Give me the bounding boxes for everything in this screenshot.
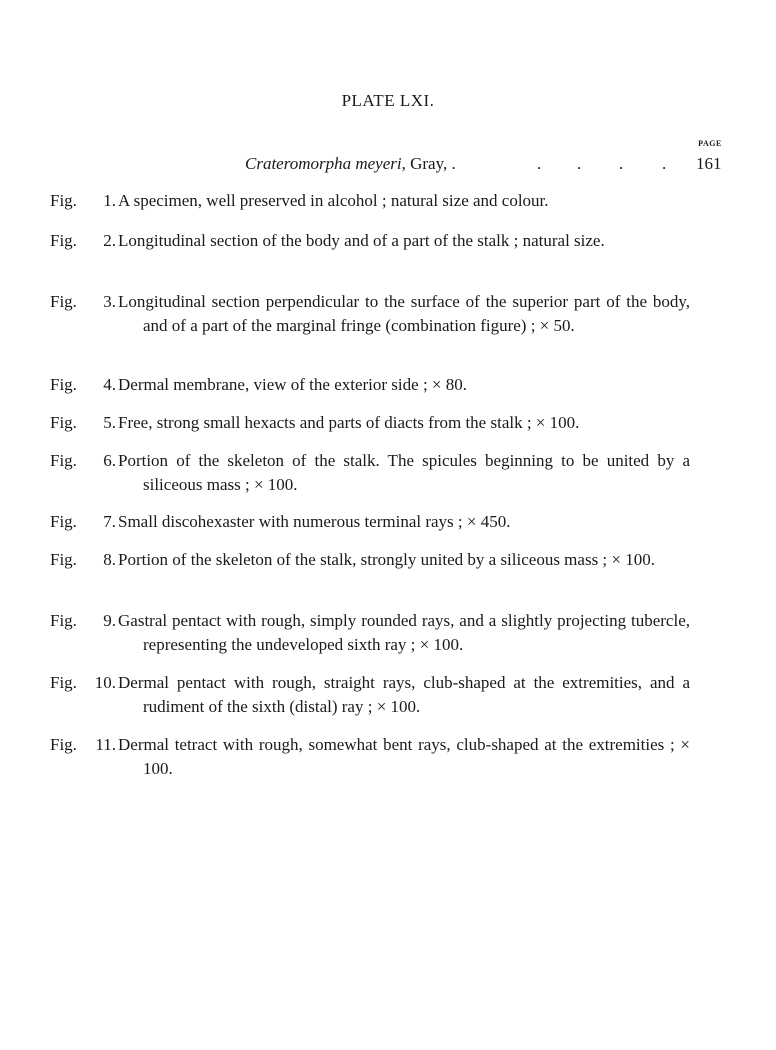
page-column-label: PAGE — [698, 139, 722, 148]
figure-label: Fig. — [50, 550, 77, 569]
page-number: 161 — [696, 154, 722, 173]
figure-entry — [50, 609, 690, 657]
figure-label: Fig. — [50, 673, 77, 692]
figure-description: A specimen, well preserved in alcohol ; natural size and colour. — [118, 191, 549, 210]
figure-label: Fig. — [50, 611, 77, 630]
figure-description: Portion of the skeleton of the stalk. The spicules beginning to be united by a siliceous mass ; × 100. — [118, 451, 690, 494]
plate-title: PLATE LXI. — [341, 91, 435, 110]
figure-entry — [50, 411, 690, 435]
figure-number: 2. — [103, 231, 116, 250]
leader-dot: . — [577, 154, 582, 173]
figure-entry — [50, 229, 690, 253]
figure-description: Dermal membrane, view of the exterior side ; × 80. — [118, 375, 467, 394]
figure-number: 5. — [103, 413, 116, 432]
figure-description: Small discohexaster with numerous terminal rays ; × 450. — [118, 512, 511, 531]
figure-description: Free, strong small hexacts and parts of diacts from the stalk ; × 100. — [118, 413, 580, 432]
figure-entry — [50, 373, 690, 397]
figure-description: Dermal pentact with rough, straight rays, club-shaped at the extremities, and a rudiment of the sixth (distal) ray ; × 100. — [118, 673, 690, 716]
figure-label: Fig. — [50, 512, 77, 531]
figure-number: 9. — [103, 611, 116, 630]
figure-number: 11. — [95, 735, 116, 754]
figure-number: 3. — [103, 292, 116, 311]
figure-number: 1. — [103, 191, 116, 210]
figure-description: Dermal tetract with rough, somewhat bent rays, club-shaped at the extremities ; × 100. — [118, 735, 690, 778]
figure-label: Fig. — [50, 413, 77, 432]
species-entry — [245, 154, 456, 174]
species-author: , Gray, . — [401, 154, 456, 173]
leader-dot: . — [619, 154, 624, 173]
leader-dot: . — [537, 154, 542, 173]
figure-label: Fig. — [50, 191, 77, 210]
figure-entry — [50, 671, 690, 719]
figure-label: Fig. — [50, 231, 77, 250]
figure-number: 7. — [103, 512, 116, 531]
figure-label: Fig. — [50, 735, 77, 754]
figure-description: Longitudinal section of the body and of a part of the stalk ; natural size. — [118, 231, 605, 250]
figure-number: 6. — [103, 451, 116, 470]
figure-entry — [50, 189, 690, 213]
leader-dot: . — [662, 154, 667, 173]
figure-description: Portion of the skeleton of the stalk, strongly united by a siliceous mass ; × 100. — [118, 550, 655, 569]
figure-entry — [50, 290, 690, 338]
figure-number: 10. — [94, 673, 116, 692]
figure-entry — [50, 733, 690, 781]
figure-entry — [50, 510, 690, 534]
figure-entry — [50, 548, 690, 572]
figure-entry — [50, 449, 690, 497]
species-name: Crateromorpha meyeri — [245, 154, 402, 173]
figure-number: 4. — [103, 375, 116, 394]
figure-description: Longitudinal section perpendicular to the surface of the superior part of the body, and of a part of the marginal fringe (combination figure) ; × 50. — [118, 292, 690, 335]
figure-description: Gastral pentact with rough, simply rounded rays, and a slightly projecting tubercle, representing the undeveloped sixth ray ; × 100. — [118, 611, 690, 654]
figure-number: 8. — [103, 550, 116, 569]
figure-label: Fig. — [50, 451, 77, 470]
figure-label: Fig. — [50, 292, 77, 311]
figure-label: Fig. — [50, 375, 77, 394]
